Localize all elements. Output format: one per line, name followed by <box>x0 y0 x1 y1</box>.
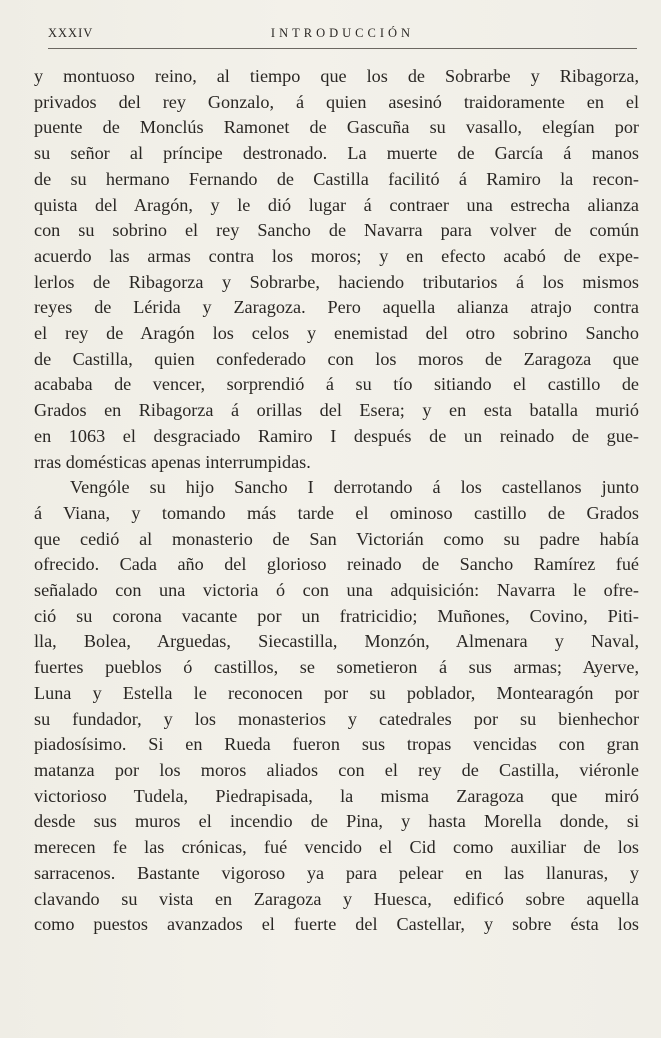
text-line: el rey de Aragón los celos y enemistad del otro sobrino Sancho <box>34 323 639 344</box>
text-line: rras domésticas apenas interrumpidas. <box>34 451 311 472</box>
text-line: privados del rey Gonzalo, á quien asesinó traidoramente en el <box>34 91 639 112</box>
page-header <box>48 22 637 44</box>
text-line: de su hermano Fernando de Castilla facilitó á Ramiro la recon- <box>34 168 639 189</box>
text-line: merecen fe las crónicas, fué vencido el Cid como auxiliar de los <box>34 837 639 858</box>
text-line: desde sus muros el incendio de Pina, y hasta Morella donde, si <box>34 811 639 832</box>
text-line: matanza por los moros aliados con el rey de Castilla, viéronle <box>34 759 639 780</box>
text-line: ofrecido. Cada año del glorioso reinado de Sancho Ramírez fué <box>34 554 639 575</box>
paragraph <box>34 64 639 475</box>
text-line: lerlos de Ribagorza y Sobrarbe, haciendo tributarios á los mismos <box>34 271 639 292</box>
text-line: Luna y Estella le reconocen por su poblador, Montearagón por <box>34 682 639 703</box>
text-line: en 1063 el desgraciado Ramiro I después de un reinado de gue- <box>34 425 639 446</box>
text-line: clavando su vista en Zaragoza y Huesca, edificó sobre aquella <box>34 888 639 909</box>
text-line: victorioso Tudela, Piedrapisada, la misma Zaragoza que miró <box>34 785 639 806</box>
text-line: como puestos avanzados el fuerte del Castellar, y sobre ésta los <box>34 914 639 935</box>
text-line: fuertes pueblos ó castillos, se sometieron á sus armas; Ayerve, <box>34 657 639 678</box>
text-line: sarracenos. Bastante vigoroso ya para pelear en las llanuras, y <box>34 862 639 883</box>
text-line: ció su corona vacante por un fratricidio; Muñones, Covino, Piti- <box>34 605 639 626</box>
body-text <box>34 64 639 938</box>
text-line: y montuoso reino, al tiempo que los de Sobrarbe y Ribagorza, <box>34 66 639 86</box>
text-line: de Castilla, quien confederado con los moros de Zaragoza que <box>34 348 639 369</box>
text-line: á Viana, y tomando más tarde el ominoso castillo de Grados <box>34 502 639 523</box>
text-line: que cedió al monasterio de San Victorián como su padre había <box>34 528 639 549</box>
text-line: quista del Aragón, y le dió lugar á contraer una estrecha alianza <box>34 194 639 215</box>
text-line: acababa de vencer, sorprendió á su tío sitiando el castillo de <box>34 374 639 395</box>
text-line: lla, Bolea, Arguedas, Siecastilla, Monzón, Almenara y Naval, <box>34 631 639 652</box>
text-line: Grados en Ribagorza á orillas del Esera; y en esta batalla murió <box>34 400 639 421</box>
paragraph <box>34 475 639 938</box>
text-line: Vengóle su hijo Sancho I derrotando á los castellanos junto <box>70 477 639 498</box>
text-line: su fundador, y los monasterios y catedrales por su bienhechor <box>34 708 639 729</box>
text-line: piadosísimo. Si en Rueda fueron sus tropas vencidas con gran <box>34 734 639 755</box>
text-line: puente de Monclús Ramonet de Gascuña su vasallo, elegían por <box>34 117 639 138</box>
running-title: INTRODUCCIÓN <box>270 25 415 40</box>
text-line: señalado con una victoria ó con una adquisición: Navarra le ofre- <box>34 580 639 601</box>
header-rule <box>48 48 637 49</box>
text-line: acuerdo las armas contra los moros; y en efecto acabó de expe- <box>34 245 639 266</box>
text-line: reyes de Lérida y Zaragoza. Pero aquella alianza atrajo contra <box>34 297 639 318</box>
page-number: XXXIV <box>48 25 94 40</box>
text-line: su señor al príncipe destronado. La muerte de García á manos <box>34 143 639 164</box>
text-line: con su sobrino el rey Sancho de Navarra para volver de común <box>34 220 639 241</box>
